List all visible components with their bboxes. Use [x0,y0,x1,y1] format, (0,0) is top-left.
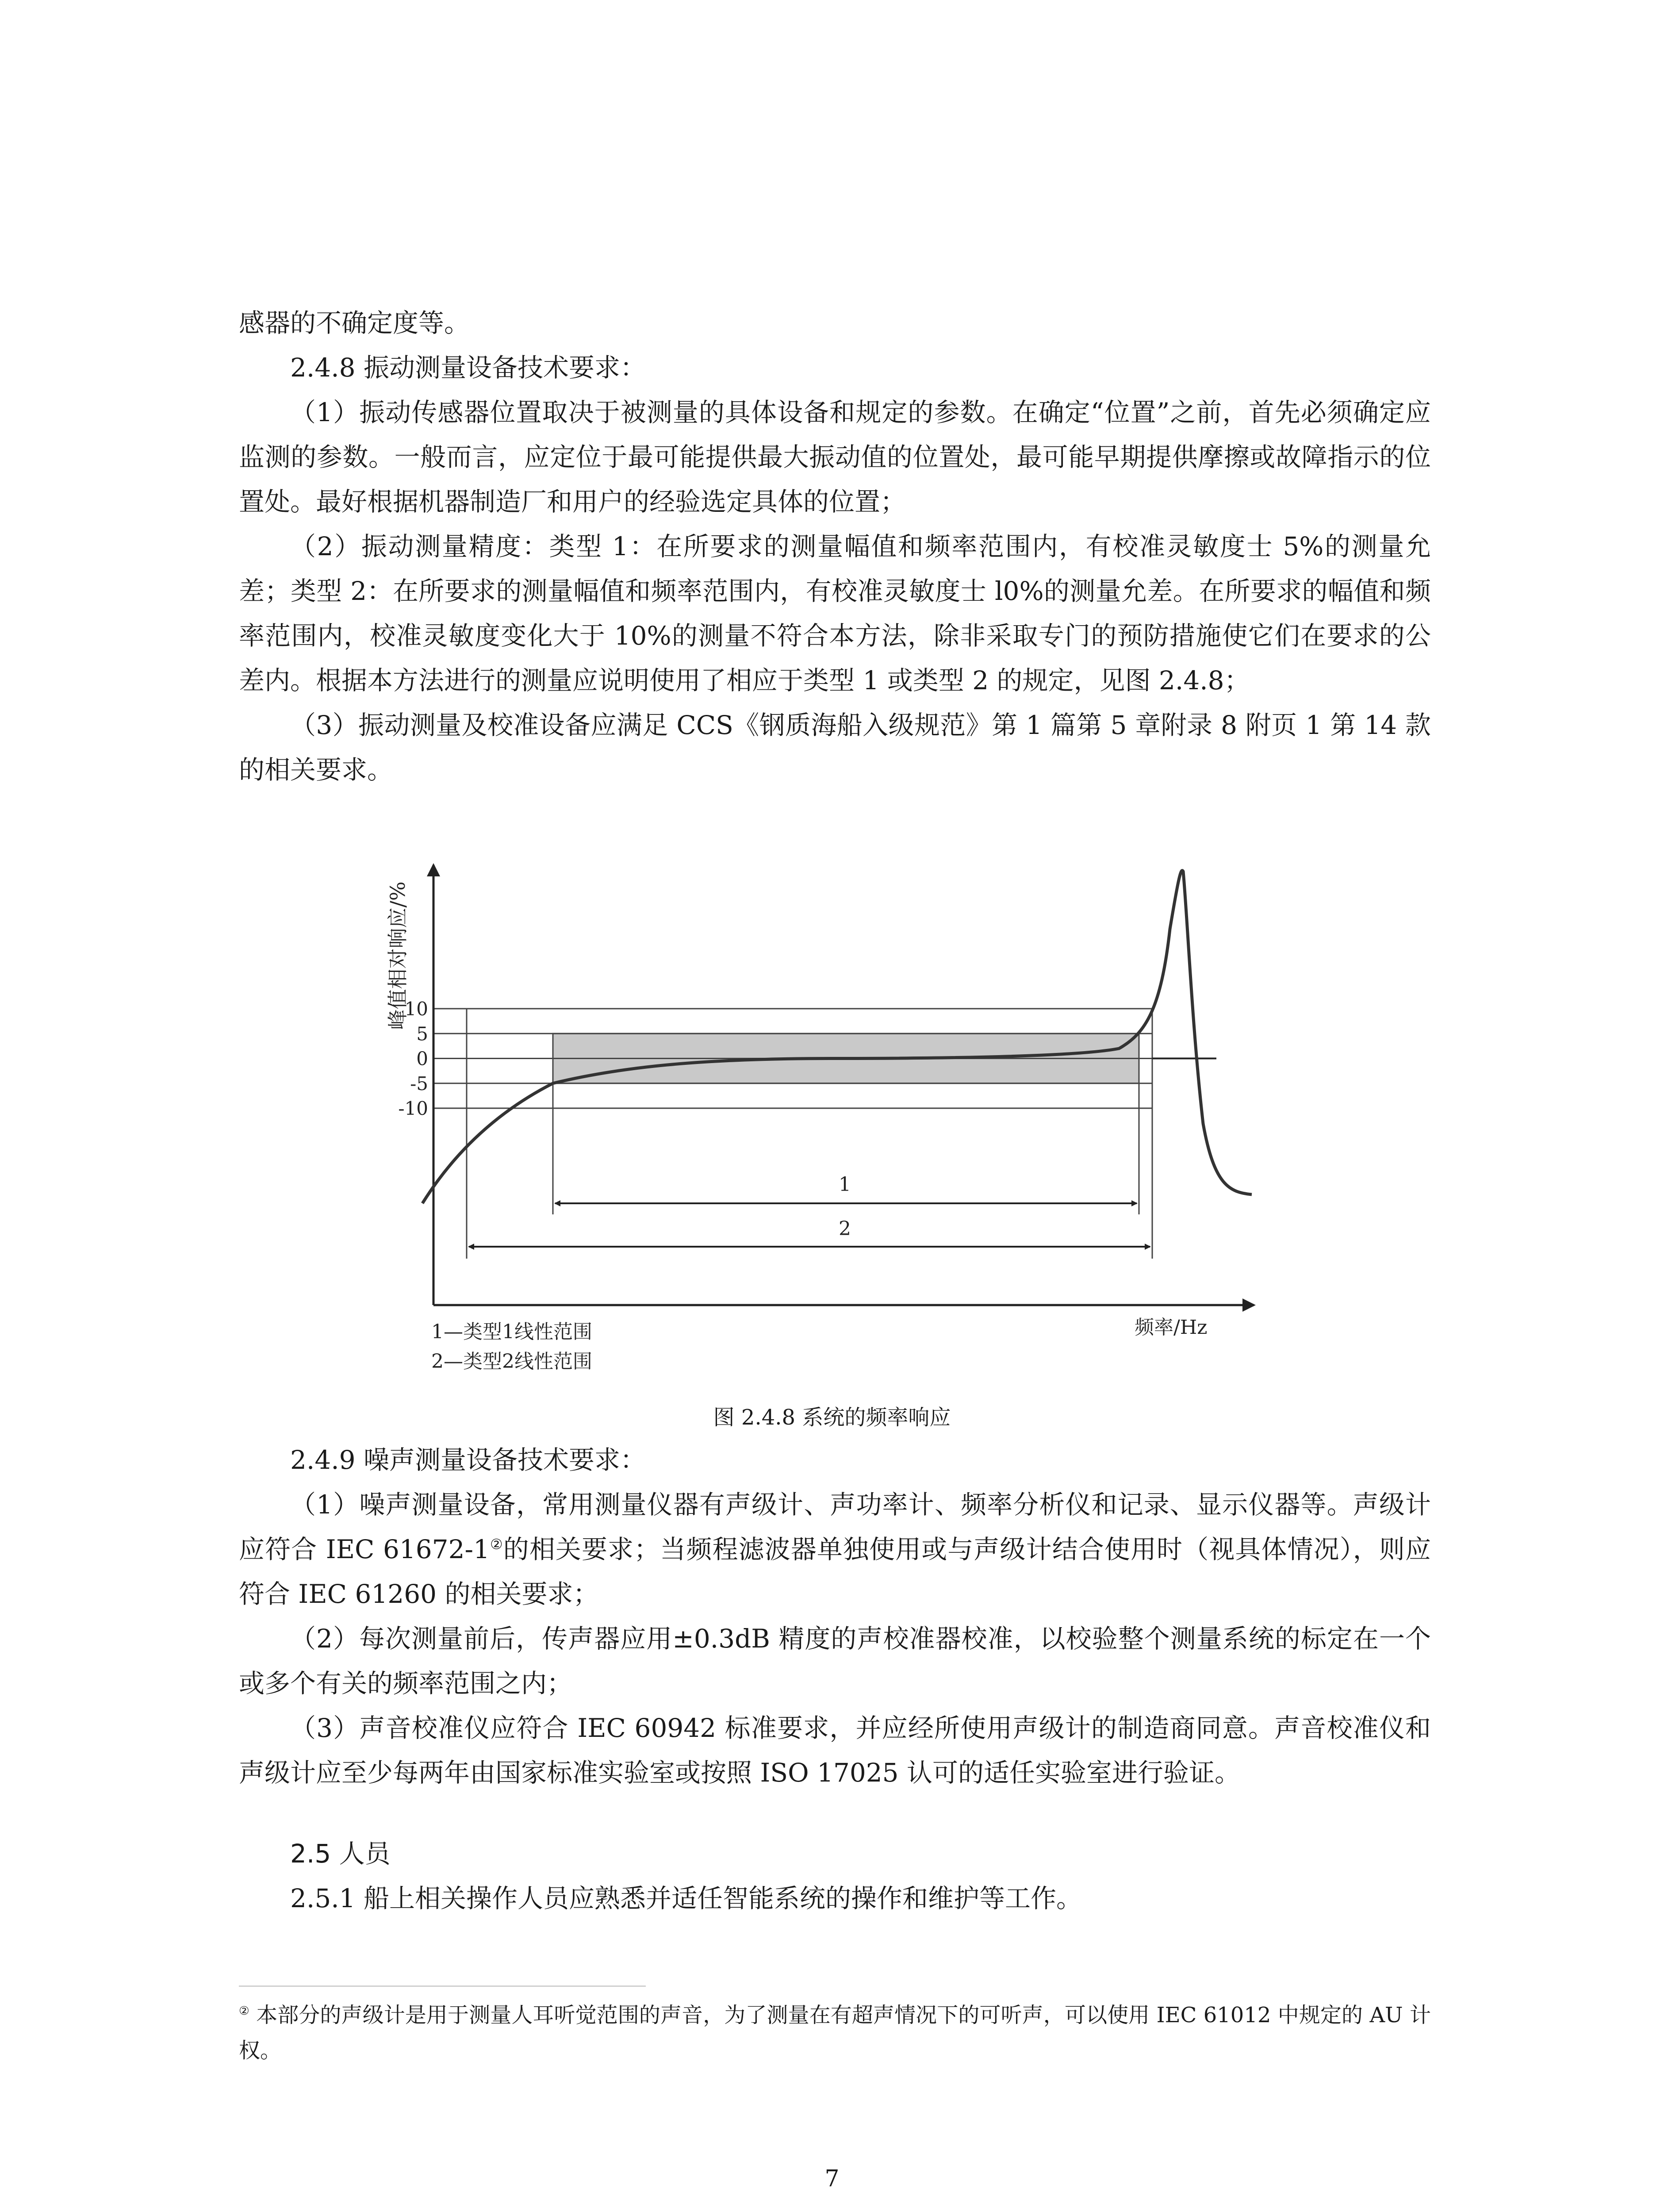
paragraph-2-4-9-2: （2）每次测量前后，传声器应用±0.3dB 精度的声校准器校准，以校验整个测量系统的标定在一个或多个有关的频率范围之内； [239,1624,1431,1698]
noise-section [239,1438,1431,1795]
paragraph-2-4-9-1-part-a: （1）噪声测量设备，常用测量仪器有声级计、声功率计、频率分析仪和记录、显示仪器等。声级计应符合 IEC 61672-1 [239,1490,1431,1564]
page-number: 7 [824,2166,840,2192]
chart-svg [386,841,1278,1398]
paragraph-2-4-8-1: （1）振动传感器位置取决于被测量的具体设备和规定的参数。在确定“位置”之前，首先必须确定应监测的参数。一般而言，应定位于最可能提供最大振动值的位置处，最可能早期提供摩擦或故障指示的位置处。最好根据机器制造厂和用户的经验选定具体的位置； [239,397,1431,517]
top-text-block [239,301,1431,792]
frequency-response-chart [386,841,1278,1398]
y-tick-label: 5 [416,1023,428,1045]
y-tick-label: 10 [404,998,428,1020]
type1-range-label: 1 [839,1173,851,1196]
section-2-5 [239,1832,1431,1921]
heading-2-4-9: 2.4.9 噪声测量设备技术要求： [290,1445,646,1475]
y-tick-label: -5 [410,1072,428,1094]
figure-caption: 图 2.4.8 系统的频率响应 [713,1405,951,1430]
x-axis-label: 频率/Hz [1135,1316,1208,1339]
y-axis-label: 峰值相对响应/% [386,881,410,1030]
y-tick-label: -10 [398,1098,428,1119]
paragraph-2-4-8-3: （3）振动测量及校准设备应满足 CCS《钢质海船入级规范》第 1 篇第 5 章附录 8 附页 1 第 14 款的相关要求。 [239,710,1431,785]
paragraph-2-4-9-1 [239,1482,1431,1617]
paragraph-2-4-9-1-part-b: 的相关要求；当频程滤波器单独使用或与声级计结合使用时（视具体情况），则应符合 IEC 61260 的相关要求； [239,1534,1431,1609]
y-tick-label: 0 [416,1048,428,1070]
paragraph-2-5-1: 2.5.1 船上相关操作人员应熟悉并适任智能系统的操作和维护等工作。 [290,1883,1082,1913]
type2-range-label: 2 [839,1217,851,1240]
footnote-text: 本部分的声级计是用于测量人耳听觉范围的声音，为了测量在有超声情况下的可听声，可以使用 IEC 61012 中规定的 AU 计权。 [239,2003,1431,2063]
legend-type1: 1—类型1线性范围 [431,1321,592,1343]
footnote [239,1997,1431,2068]
footnote-reference: ② [489,1536,503,1553]
footnote-marker: ② [239,2004,249,2018]
continuation-text: 感器的不确定度等。 [239,308,470,338]
heading-2-5: 2.5 人员 [290,1839,391,1869]
paragraph-2-4-8-2: （2）振动测量精度：类型 1：在所要求的测量幅值和频率范围内，有校准灵敏度士 5%的测量允差；类型 2：在所要求的测量幅值和频率范围内，有校准灵敏度士 l0%的测量允差。在所要求的幅值和频率范围内，校准灵敏度变化大于 10%的测量不符合本方法，除非采取专门的预防措施使它们在要求的公差内。根据本方法进行的测量应说明使用了相应于类型 1 或类型 2 的规定，见图 2.4.8； [239,531,1431,695]
paragraph-2-4-9-3: （3）声音校准仪应符合 IEC 60942 标准要求，并应经所使用声级计的制造商同意。声音校准仪和声级计应至少每两年由国家标准实验室或按照 ISO 17025 认可的适任实验室进行验证。 [239,1713,1431,1788]
footnote-divider [239,1985,646,1987]
heading-2-4-8: 2.4.8 振动测量设备技术要求： [290,353,646,383]
legend-type2: 2—类型2线性范围 [431,1350,592,1373]
